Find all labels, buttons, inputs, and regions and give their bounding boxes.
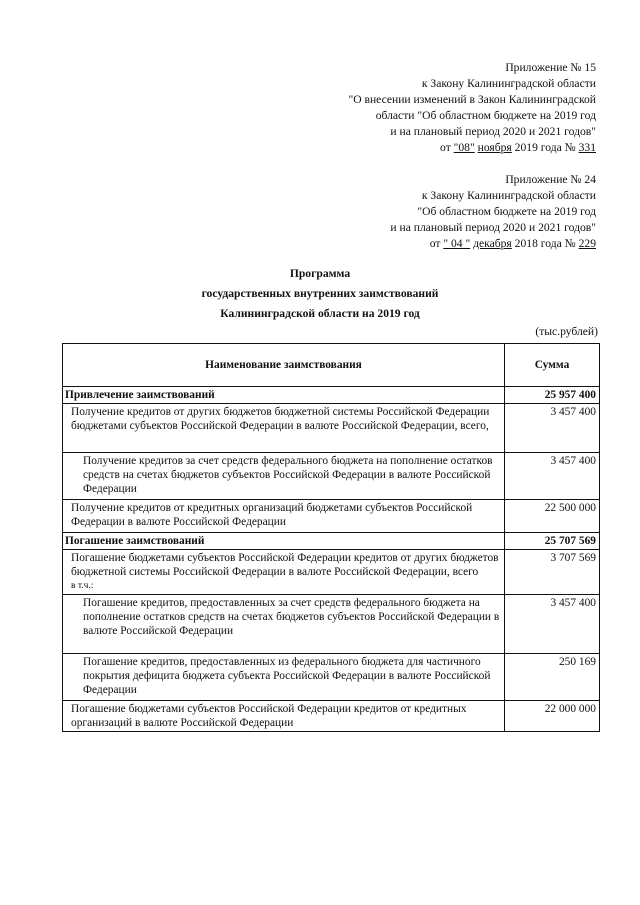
row-amount: 3 457 400 xyxy=(505,404,600,453)
row-name: Получение кредитов от других бюджетов бюджетной системы Российской Федерации бюджетами субъектов Российской Федерации в валюте Российской Федерации, всего, xyxy=(63,404,505,453)
law-date xyxy=(348,140,596,156)
date-year: 2019 года № xyxy=(511,141,579,154)
date-month: ноября xyxy=(477,141,512,154)
date-prefix: от xyxy=(429,237,444,250)
date-prefix: от xyxy=(440,141,454,154)
appendix-number: Приложение № 15 xyxy=(505,61,596,74)
row-amount: 3 457 400 xyxy=(505,595,600,654)
law-title-line: области "Об областном бюджете на 2019 год xyxy=(375,109,596,122)
borrowings-table xyxy=(62,343,600,732)
date-year: 2018 года № xyxy=(511,237,579,250)
title-line: Калининградской области на 2019 год xyxy=(220,307,420,320)
table-row xyxy=(63,387,600,404)
law-number: 331 xyxy=(578,141,596,154)
row-amount: 25 957 400 xyxy=(505,387,600,404)
table-row xyxy=(63,654,600,701)
title-line: Программа xyxy=(289,267,351,280)
row-name: Погашение кредитов, предоставленных из федерального бюджета для частичного покрытия дефицита бюджета субъекта Российской Федерации в валюте Российской Федерации xyxy=(63,654,505,701)
column-header-name: Наименование заимствования xyxy=(63,344,505,387)
date-month: декабря xyxy=(473,237,512,250)
date-day: " 04 " xyxy=(443,237,471,250)
law-reference: к Закону Калининградской области xyxy=(421,189,596,202)
appendix-24-header xyxy=(390,172,596,252)
row-note: в т.ч.: xyxy=(71,581,94,591)
table-row xyxy=(63,533,600,550)
law-date xyxy=(390,236,596,252)
row-name-cell xyxy=(63,550,505,595)
appendix-number: Приложение № 24 xyxy=(505,173,596,186)
document-title xyxy=(0,264,640,324)
law-title-line: и на плановый период 2020 и 2021 годов" xyxy=(390,221,596,234)
row-name: Погашение бюджетами субъектов Российской Федерации кредитов от кредитных организаций в валюте Российской Федерации xyxy=(63,701,505,732)
row-amount: 3 457 400 xyxy=(505,453,600,500)
row-amount: 22 500 000 xyxy=(505,500,600,533)
table-row xyxy=(63,550,600,595)
column-header-amount: Сумма xyxy=(505,344,600,387)
row-name: Погашение заимствований xyxy=(63,533,505,550)
law-title-line: "Об областном бюджете на 2019 год xyxy=(417,205,596,218)
table-row xyxy=(63,500,600,533)
row-name: Получение кредитов за счет средств федерального бюджета на пополнение остатков средств на счетах бюджетов субъектов Российской Федерации в валюте Российской Федерации xyxy=(63,453,505,500)
date-day: "08" xyxy=(453,141,475,154)
table-header-row xyxy=(63,344,600,387)
table-row xyxy=(63,453,600,500)
row-name: Привлечение заимствований xyxy=(63,387,505,404)
law-title-line: и на плановый период 2020 и 2021 годов" xyxy=(390,125,596,138)
row-name: Получение кредитов от кредитных организаций бюджетами субъектов Российской Федерации в валюте Российской Федерации xyxy=(63,500,505,533)
row-name: Погашение кредитов, предоставленных за счет средств федерального бюджета на пополнение остатков средств на счетах бюджетов субъектов Российской Федерации в валюте Российской Федерации xyxy=(63,595,505,654)
row-amount: 22 000 000 xyxy=(505,701,600,732)
row-amount: 250 169 xyxy=(505,654,600,701)
law-title-line: "О внесении изменений в Закон Калининградской xyxy=(348,93,596,106)
row-name: Погашение бюджетами субъектов Российской Федерации кредитов от других бюджетов бюджетной системы Российской Федерации в валюте Российской Федерации, всего xyxy=(71,552,499,578)
law-number: 229 xyxy=(578,237,596,250)
table-row xyxy=(63,404,600,453)
table-row xyxy=(63,701,600,732)
appendix-15-header xyxy=(348,60,596,156)
table-row xyxy=(63,595,600,654)
units-label: (тыс.рублей) xyxy=(535,325,598,338)
title-line: государственных внутренних заимствований xyxy=(201,287,439,300)
law-reference: к Закону Калининградской области xyxy=(421,77,596,90)
row-amount: 3 707 569 xyxy=(505,550,600,595)
row-amount: 25 707 569 xyxy=(505,533,600,550)
